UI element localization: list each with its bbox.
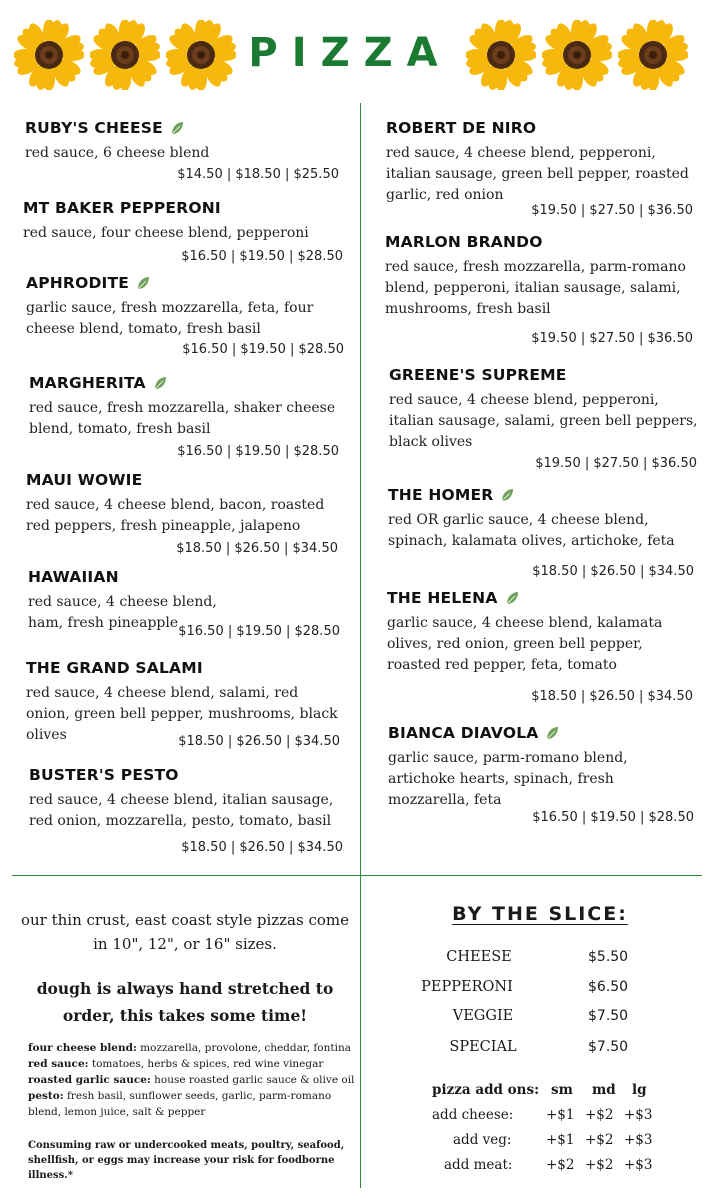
sunflower-icon	[14, 20, 84, 90]
addon-price: +$2	[546, 1157, 575, 1173]
slice-price: $6.50	[588, 979, 629, 995]
item-price: $16.50 | $19.50 | $28.50	[181, 249, 343, 264]
column-divider	[360, 876, 361, 1188]
ingredient-notes	[28, 1040, 358, 1120]
menu-item	[387, 589, 697, 709]
sunflower-icon	[90, 20, 160, 90]
item-price: $14.50 | $18.50 | $25.50	[177, 167, 339, 182]
item-name: HAWAIIAN	[28, 568, 119, 586]
item-name: APHRODITE	[26, 274, 130, 292]
addon-price: +$2	[585, 1132, 614, 1148]
menu-item	[28, 568, 348, 648]
addon-name: add meat:	[444, 1157, 513, 1173]
item-name: THE HELENA	[387, 589, 498, 607]
item-description: red sauce, 4 cheese blend, pepperoni, italian sausage, salami, green bell peppers, black olives	[389, 392, 698, 450]
note-line: four cheese blend: mozzarella, provolone, cheddar, fontina	[28, 1042, 351, 1054]
vegetarian-leaf-icon	[135, 275, 151, 291]
page-title: PIZZA	[248, 30, 452, 76]
item-description: red sauce, four cheese blend, pepperoni	[23, 225, 309, 241]
item-name: MAUI WOWIE	[26, 471, 143, 489]
slice-name: VEGGIE	[452, 1008, 514, 1024]
item-description: red sauce, 4 cheese blend, pepperoni, italian sausage, green bell pepper, roasted garlic, red onion	[386, 145, 689, 203]
sunflower-icon	[166, 20, 236, 90]
slice-price: $7.50	[588, 1008, 629, 1024]
item-description: garlic sauce, parm-romano blend, artichoke hearts, spinach, fresh mozzarella, feta	[388, 750, 628, 808]
vegetarian-leaf-icon	[544, 725, 560, 741]
menu-item	[388, 724, 698, 834]
item-price: $16.50 | $19.50 | $28.50	[177, 444, 339, 459]
slice-name: SPECIAL	[449, 1039, 517, 1055]
sunflower-icon	[618, 20, 688, 90]
note-line: red sauce: tomatoes, herbs & spices, red wine vinegar	[28, 1058, 324, 1070]
item-description: red sauce, 6 cheese blend	[25, 145, 210, 161]
foodborne-warning: Consuming raw or undercooked meats, poultry, seafood, shellfish, or eggs may increase your risk for foodborne illness.*	[28, 1140, 345, 1181]
item-price: $16.50 | $19.50 | $28.50	[182, 342, 344, 357]
item-name: BIANCA DIAVOLA	[388, 724, 539, 742]
item-name: THE HOMER	[388, 486, 494, 504]
addon-price: +$2	[585, 1107, 614, 1123]
slice-name: CHEESE	[446, 949, 512, 965]
item-description: red sauce, 4 cheese blend, italian sausage, red onion, mozzarella, pesto, tomato, basil	[29, 792, 334, 829]
item-name: MARGHERITA	[29, 374, 146, 392]
vegetarian-leaf-icon	[504, 590, 520, 606]
menu-item	[386, 119, 696, 219]
sunflower-icon	[542, 20, 612, 90]
note-line: pesto: fresh basil, sunflower seeds, garlic, parm-romano blend, lemon juice, salt & pepper	[28, 1090, 332, 1118]
crust-info: our thin crust, east coast style pizzas come in 10", 12", or 16" sizes.	[20, 911, 349, 953]
item-description: red sauce, 4 cheese blend, salami, red onion, green bell pepper, mushrooms, black olives	[26, 685, 338, 743]
slice-name: PEPPERONI	[421, 979, 513, 995]
item-price: $18.50 | $26.50 | $34.50	[181, 840, 343, 855]
vegetarian-leaf-icon	[169, 120, 185, 136]
menu-item	[29, 374, 349, 464]
addon-price: +$1	[546, 1132, 575, 1148]
item-description: red sauce, fresh mozzarella, shaker cheese blend, tomato, fresh basil	[29, 400, 336, 437]
slice-title: BY THE SLICE:	[452, 903, 628, 925]
item-price: $19.50 | $27.50 | $36.50	[531, 203, 693, 218]
slice-price: $7.50	[588, 1039, 629, 1055]
item-price: $18.50 | $26.50 | $34.50	[531, 689, 693, 704]
column-divider	[360, 103, 361, 875]
item-name: BUSTER'S PESTO	[29, 766, 179, 784]
addon-name: add cheese:	[432, 1107, 514, 1123]
menu-item	[385, 233, 695, 348]
slice-price: $5.50	[588, 949, 629, 965]
item-description: red sauce, 4 cheese blend, ham, fresh pineapple	[28, 594, 217, 631]
item-name: MARLON BRANDO	[385, 233, 543, 251]
note-line: roasted garlic sauce: house roasted garlic sauce & olive oil	[28, 1074, 355, 1086]
menu-item	[388, 486, 698, 586]
size-header: md	[592, 1082, 616, 1098]
size-header: sm	[551, 1082, 573, 1098]
item-description: garlic sauce, fresh mozzarella, feta, four cheese blend, tomato, fresh basil	[26, 300, 314, 337]
item-description: red OR garlic sauce, 4 cheese blend, spinach, kalamata olives, artichoke, feta	[388, 512, 675, 549]
size-header: lg	[632, 1082, 647, 1098]
item-price: $16.50 | $19.50 | $28.50	[178, 624, 340, 639]
menu-item	[26, 659, 346, 759]
item-price: $19.50 | $27.50 | $36.50	[535, 456, 697, 471]
addon-price: +$2	[585, 1157, 614, 1173]
item-price: $16.50 | $19.50 | $28.50	[532, 810, 694, 825]
item-name: ROBERT DE NIRO	[386, 119, 537, 137]
addon-name: add veg:	[453, 1132, 512, 1148]
dough-info: dough is always hand stretched to order, this takes some time!	[36, 979, 334, 1025]
vegetarian-leaf-icon	[152, 375, 168, 391]
item-name: THE GRAND SALAMI	[26, 659, 203, 677]
menu-item	[389, 366, 699, 476]
sunflower-icon	[466, 20, 536, 90]
menu-item	[26, 471, 346, 561]
menu-item	[23, 199, 343, 269]
item-name: GREENE'S SUPREME	[389, 366, 567, 384]
menu-item	[25, 119, 345, 189]
addon-price: +$3	[624, 1107, 653, 1123]
item-name: MT BAKER PEPPERONI	[23, 199, 221, 217]
item-price: $19.50 | $27.50 | $36.50	[531, 331, 693, 346]
item-price: $18.50 | $26.50 | $34.50	[178, 734, 340, 749]
addon-price: +$3	[624, 1132, 653, 1148]
item-description: red sauce, 4 cheese blend, bacon, roasted red peppers, fresh pineapple, jalapeno	[26, 497, 325, 534]
menu-item	[29, 766, 349, 866]
addon-price: +$3	[624, 1157, 653, 1173]
menu-item	[26, 274, 346, 364]
section-divider	[12, 875, 702, 876]
addons-label: pizza add ons:	[432, 1082, 540, 1098]
vegetarian-leaf-icon	[499, 487, 515, 503]
addon-price: +$1	[546, 1107, 575, 1123]
item-description: garlic sauce, 4 cheese blend, kalamata olives, red onion, green bell pepper, roasted red pepper, feta, tomato	[387, 615, 663, 673]
item-description: red sauce, fresh mozzarella, parm-romano blend, pepperoni, italian sausage, salami, mushrooms, fresh basil	[385, 259, 686, 317]
item-price: $18.50 | $26.50 | $34.50	[176, 541, 338, 556]
item-name: RUBY'S CHEESE	[25, 119, 163, 137]
item-price: $18.50 | $26.50 | $34.50	[532, 564, 694, 579]
